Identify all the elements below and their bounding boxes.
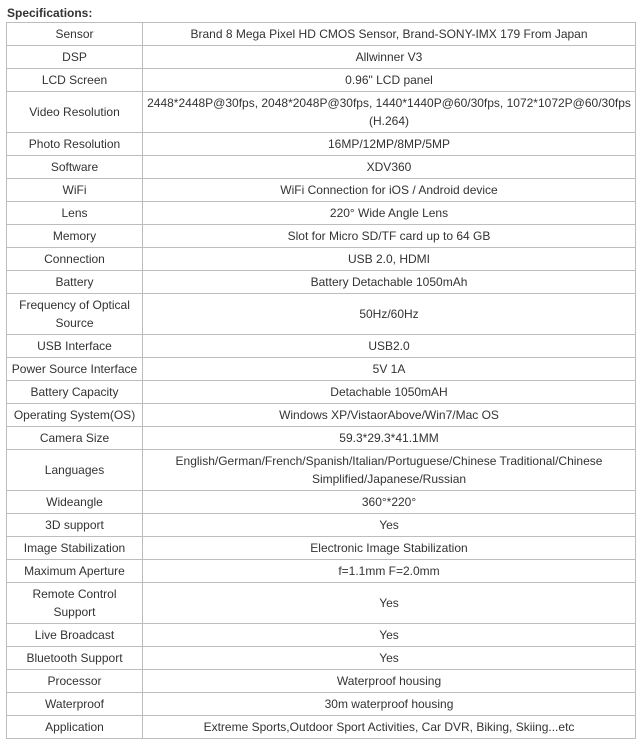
spec-value: Brand 8 Mega Pixel HD CMOS Sensor, Brand-SONY-IMX 179 From Japan xyxy=(143,23,636,46)
spec-label: WiFi xyxy=(7,179,143,202)
spec-value: 30m waterproof housing xyxy=(143,693,636,716)
table-row xyxy=(7,179,636,202)
spec-value: Slot for Micro SD/TF card up to 64 GB xyxy=(143,225,636,248)
table-row xyxy=(7,156,636,179)
spec-value: 220° Wide Angle Lens xyxy=(143,202,636,225)
spec-label: Photo Resolution xyxy=(7,133,143,156)
spec-value: Electronic Image Stabilization xyxy=(143,537,636,560)
table-row xyxy=(7,514,636,537)
spec-value: WiFi Connection for iOS / Android device xyxy=(143,179,636,202)
spec-label: Live Broadcast xyxy=(7,624,143,647)
table-row xyxy=(7,294,636,335)
spec-label: Maximum Aperture xyxy=(7,560,143,583)
spec-label: Battery xyxy=(7,271,143,294)
spec-label: Lens xyxy=(7,202,143,225)
spec-label: Languages xyxy=(7,450,143,491)
spec-value: USB2.0 xyxy=(143,335,636,358)
spec-value: Battery Detachable 1050mAh xyxy=(143,271,636,294)
spec-value: 360°*220° xyxy=(143,491,636,514)
table-row xyxy=(7,670,636,693)
spec-label: Remote Control Support xyxy=(7,583,143,624)
table-row xyxy=(7,583,636,624)
spec-value: Windows XP/VistaorAbove/Win7/Mac OS xyxy=(143,404,636,427)
table-row xyxy=(7,133,636,156)
table-row xyxy=(7,624,636,647)
spec-value: Detachable 1050mAH xyxy=(143,381,636,404)
spec-value: f=1.1mm F=2.0mm xyxy=(143,560,636,583)
table-row xyxy=(7,427,636,450)
spec-label: Frequency of Optical Source xyxy=(7,294,143,335)
spec-label: Sensor xyxy=(7,23,143,46)
spec-label: Camera Size xyxy=(7,427,143,450)
spec-value: 59.3*29.3*41.1MM xyxy=(143,427,636,450)
spec-value: Yes xyxy=(143,583,636,624)
spec-label: Operating System(OS) xyxy=(7,404,143,427)
spec-label: LCD Screen xyxy=(7,69,143,92)
table-row xyxy=(7,92,636,133)
table-row xyxy=(7,537,636,560)
spec-value: USB 2.0, HDMI xyxy=(143,248,636,271)
table-row xyxy=(7,335,636,358)
spec-label: Wideangle xyxy=(7,491,143,514)
spec-value: 16MP/12MP/8MP/5MP xyxy=(143,133,636,156)
spec-value: Yes xyxy=(143,624,636,647)
table-row xyxy=(7,716,636,739)
table-row xyxy=(7,46,636,69)
spec-value: 5V 1A xyxy=(143,358,636,381)
table-row xyxy=(7,202,636,225)
table-row xyxy=(7,404,636,427)
table-row xyxy=(7,491,636,514)
spec-label: Bluetooth Support xyxy=(7,647,143,670)
spec-label: 3D support xyxy=(7,514,143,537)
table-row xyxy=(7,23,636,46)
spec-label: Software xyxy=(7,156,143,179)
spec-value: Waterproof housing xyxy=(143,670,636,693)
table-row xyxy=(7,225,636,248)
table-row xyxy=(7,358,636,381)
spec-label: USB Interface xyxy=(7,335,143,358)
spec-value: 50Hz/60Hz xyxy=(143,294,636,335)
spec-value: Allwinner V3 xyxy=(143,46,636,69)
table-row xyxy=(7,647,636,670)
spec-label: Processor xyxy=(7,670,143,693)
table-row xyxy=(7,693,636,716)
table-row xyxy=(7,69,636,92)
spec-label: Image Stabilization xyxy=(7,537,143,560)
table-row xyxy=(7,381,636,404)
table-row xyxy=(7,450,636,491)
spec-value: 2448*2448P@30fps, 2048*2048P@30fps, 1440*1440P@60/30fps, 1072*1072P@60/30fps (H.264) xyxy=(143,92,636,133)
spec-label: DSP xyxy=(7,46,143,69)
spec-value: Yes xyxy=(143,514,636,537)
spec-label: Memory xyxy=(7,225,143,248)
spec-label: Battery Capacity xyxy=(7,381,143,404)
table-row xyxy=(7,271,636,294)
spec-value: English/German/French/Spanish/Italian/Portuguese/Chinese Traditional/Chinese Simplified/Japanese/Russian xyxy=(143,450,636,491)
spec-label: Power Source Interface xyxy=(7,358,143,381)
specifications-table xyxy=(6,22,636,739)
spec-label: Waterproof xyxy=(7,693,143,716)
table-row xyxy=(7,248,636,271)
spec-value: Yes xyxy=(143,647,636,670)
spec-label: Video Resolution xyxy=(7,92,143,133)
table-row xyxy=(7,560,636,583)
page-title: Specifications: xyxy=(7,6,93,20)
spec-value: XDV360 xyxy=(143,156,636,179)
spec-label: Connection xyxy=(7,248,143,271)
spec-value: Extreme Sports,Outdoor Sport Activities, Car DVR, Biking, Skiing...etc xyxy=(143,716,636,739)
spec-value: 0.96" LCD panel xyxy=(143,69,636,92)
spec-label: Application xyxy=(7,716,143,739)
